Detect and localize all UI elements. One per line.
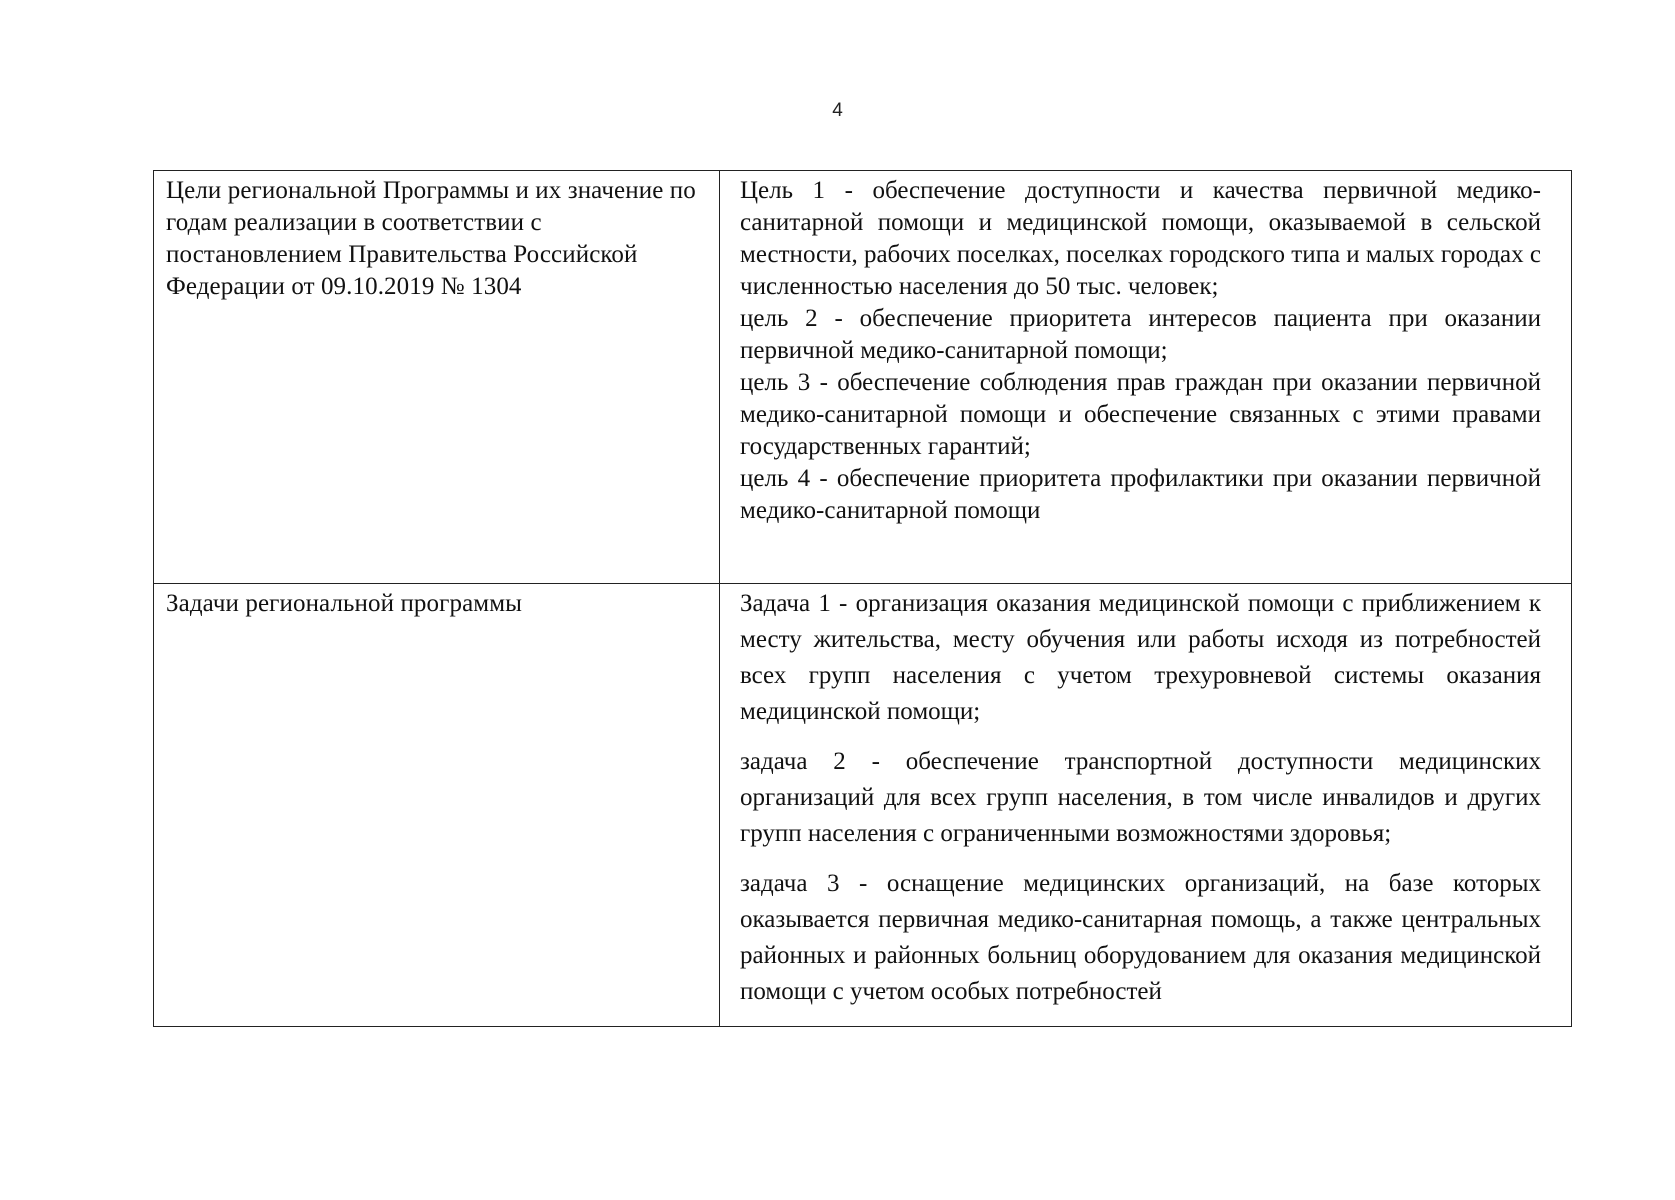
- page-number: 4: [832, 100, 843, 121]
- tasks-label: Задачи региональной программы: [166, 590, 523, 617]
- task-item-1: Задача 1 - организация оказания медицинской помощи с приближением к месту жительства, месту обучения или работы исходя из потребностей всех групп населения с учетом трехуровневой системы оказания медицинской помощи;: [740, 590, 1541, 725]
- goals-label-cell: [154, 171, 720, 584]
- task-item-3: задача 3 - оснащение медицинских организаций, на базе которых оказывается первичная медико-санитарная помощь, а также центральных районных и районных больниц оборудованием для оказания медицинской помощи с учетом особых потребностей: [740, 870, 1541, 1005]
- program-passport-table: [153, 170, 1572, 1027]
- goal-item-4: цель 4 - обеспечение приоритета профилактики при оказании первичной медико-санитарной помощи: [740, 465, 1541, 524]
- table-row-goals: [154, 171, 1572, 584]
- goals-content-cell: [720, 171, 1572, 584]
- goal-item-3: цель 3 - обеспечение соблюдения прав граждан при оказании первичной медико-санитарной помощи и обеспечение связанных с этими правами государственных гарантий;: [740, 369, 1541, 460]
- table-row-tasks: [154, 584, 1572, 1027]
- task-item-2: задача 2 - обеспечение транспортной доступности медицинских организаций для всех групп населения, в том числе инвалидов и других групп населения с ограниченными возможностями здоровья;: [740, 748, 1541, 847]
- goals-label: Цели региональной Программы и их значение по годам реализации в соответствии с постановлением Правительства Российской Федерации от 09.10.2019 № 1304: [166, 177, 696, 300]
- goal-item-2: цель 2 - обеспечение приоритета интересов пациента при оказании первичной медико-санитарной помощи;: [740, 305, 1541, 364]
- tasks-label-cell: [154, 584, 720, 1027]
- tasks-content-cell: [720, 584, 1572, 1027]
- goals-list: [720, 171, 1571, 527]
- tasks-list: [720, 584, 1571, 1010]
- goal-item-1: Цель 1 - обеспечение доступности и качества первичной медико-санитарной помощи и медицинской помощи, оказываемой в сельской местности, рабочих поселках, поселках городского типа и малых городах с численностью населения до 50 тыс. человек;: [740, 177, 1541, 300]
